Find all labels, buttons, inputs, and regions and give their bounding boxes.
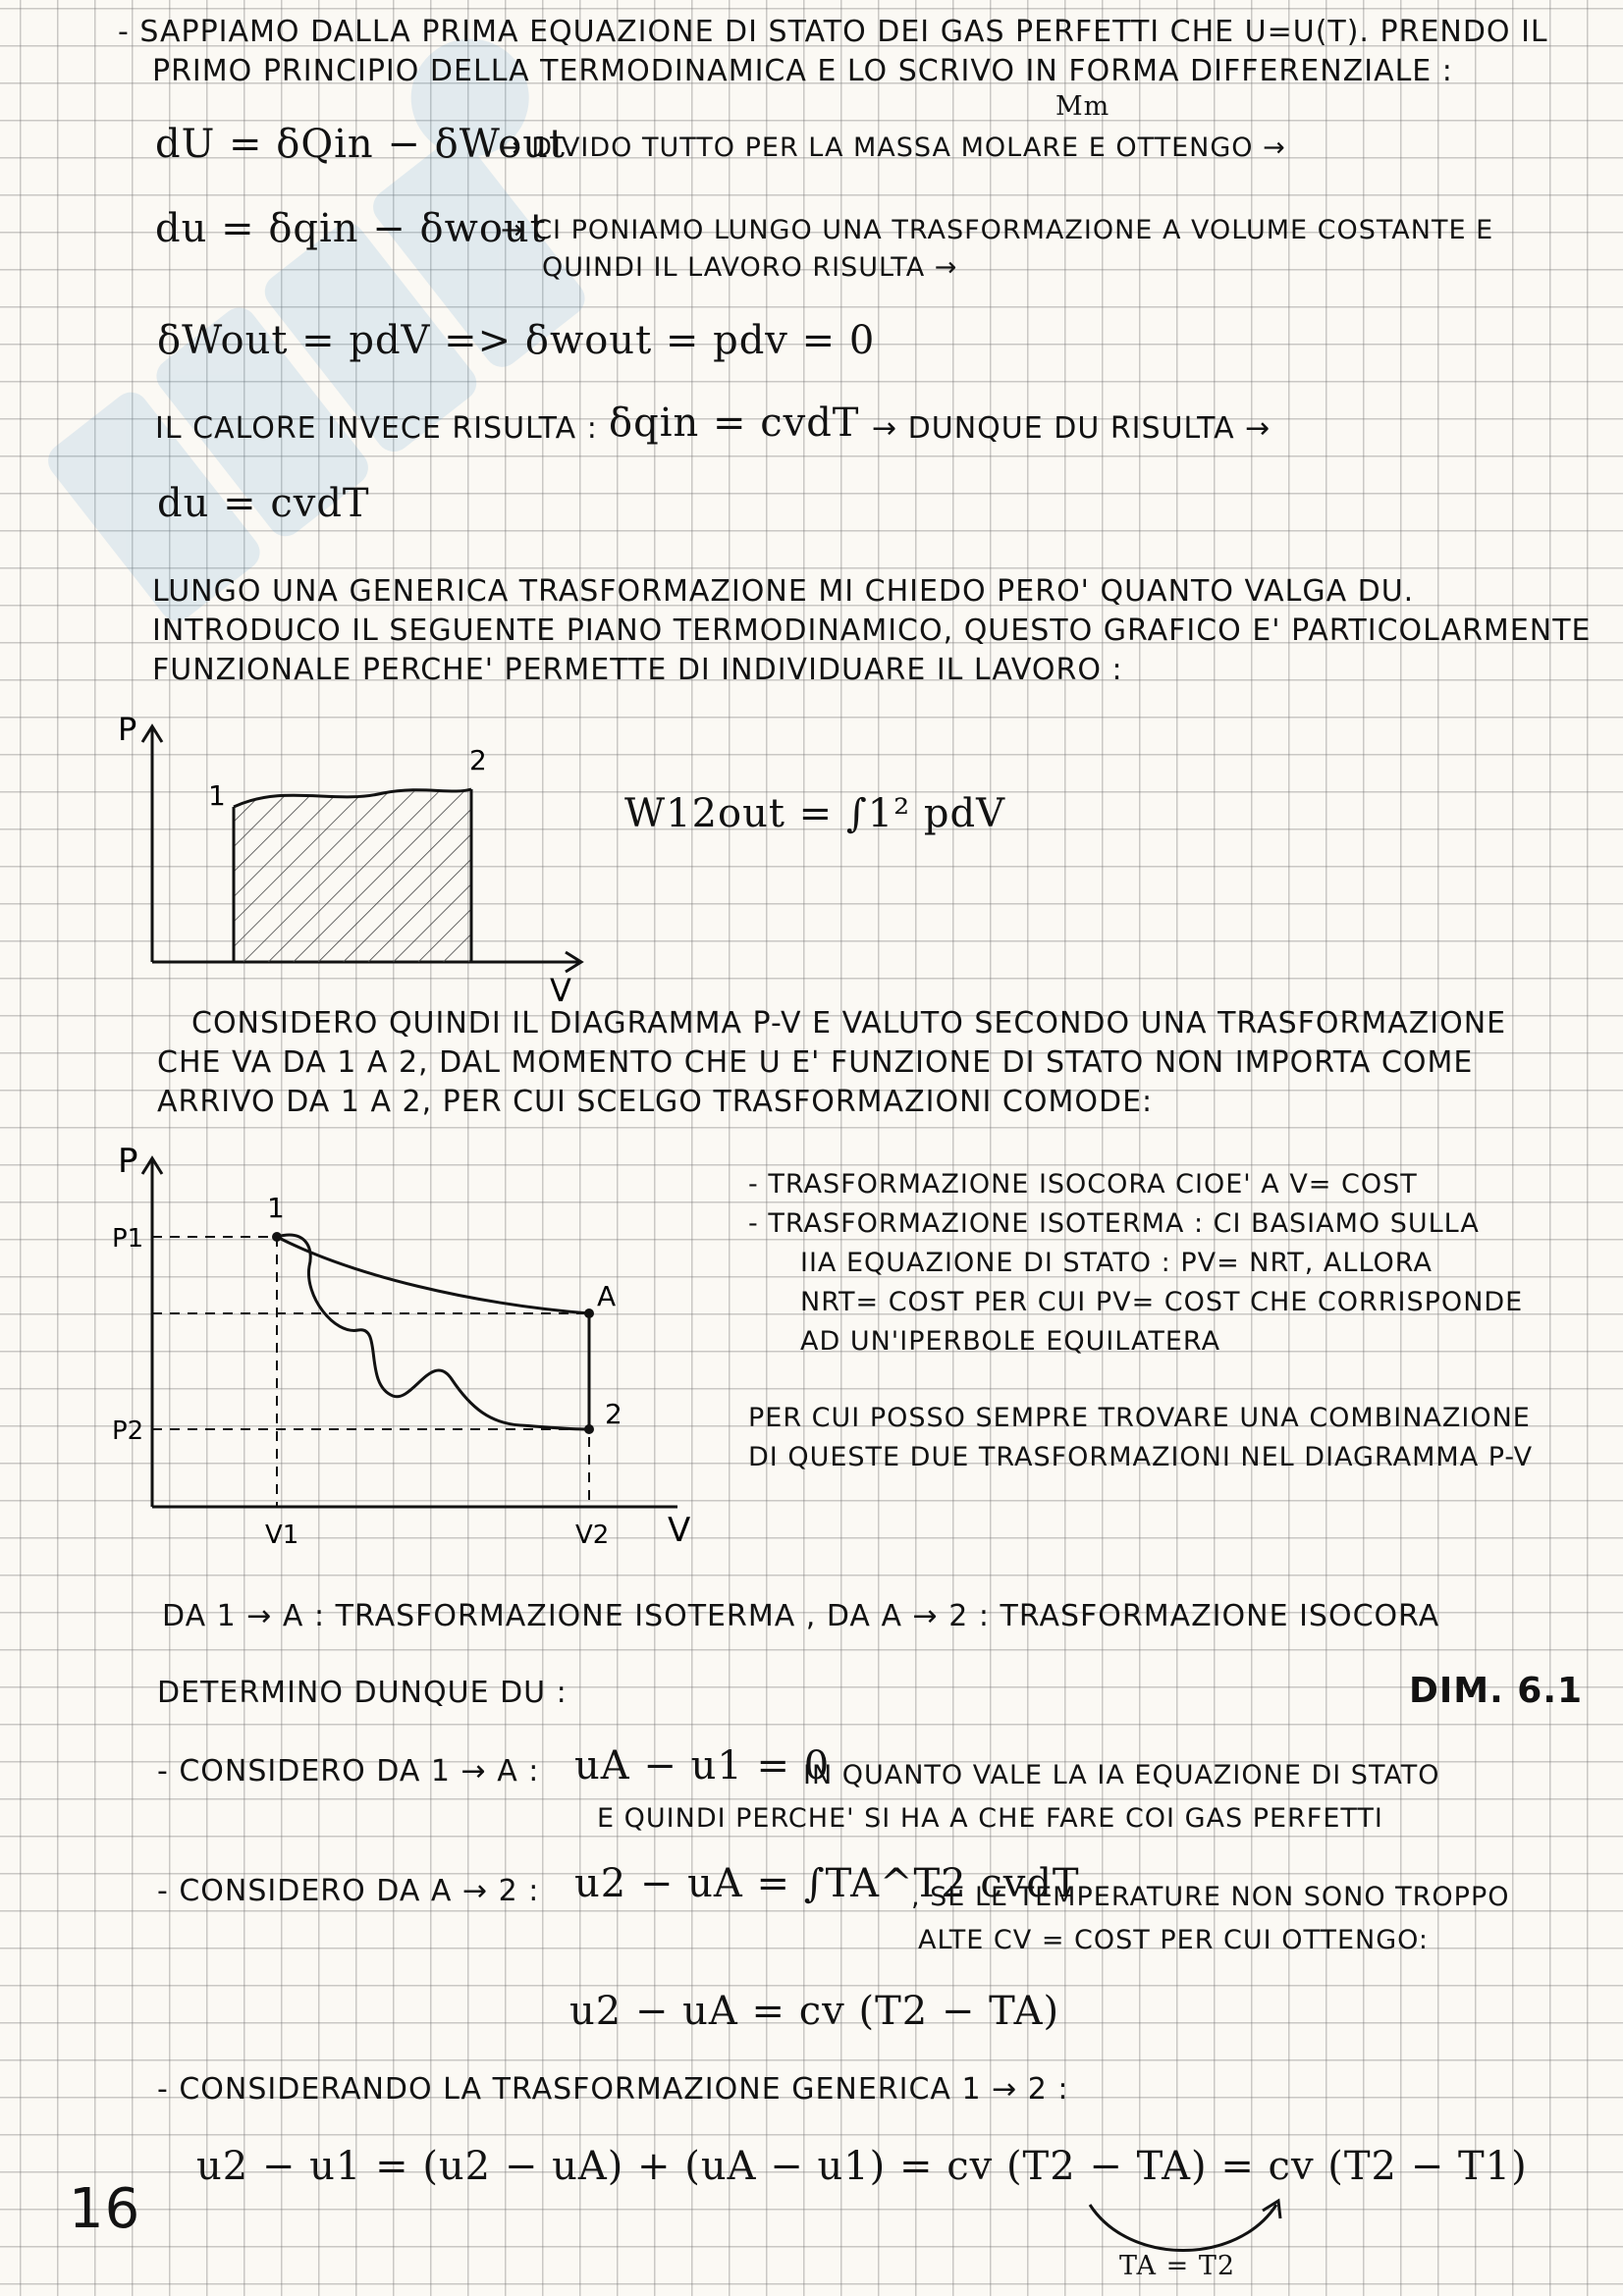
bullet-isoterma: - TRASFORMAZIONE ISOTERMA : CI BASIAMO SULLA <box>748 1208 1480 1239</box>
heat-line-result: → DUNQUE DU RISULTA → <box>872 411 1271 446</box>
determine-du: DETERMINO DUNQUE DU : <box>157 1676 568 1710</box>
equation-du-cv: du = cvdT <box>157 481 370 526</box>
paragraph-line-1: LUNGO UNA GENERICA TRASFORMAZIONE MI CHIEDO PERO' QUANTO VALGA DU. <box>152 574 1415 609</box>
paragraph2-line-1: CONSIDERO QUINDI IL DIAGRAMMA P-V E VALUTO SECONDO UNA TRASFORMAZIONE <box>191 1006 1507 1041</box>
case-2-note: , SE LE TEMPERATURE NON SONO TROPPO <box>911 1882 1510 1912</box>
graph1-x-axis-label: V <box>550 972 571 1009</box>
case-2-equation: u2 − uA = ∫TA^T2 cvdT <box>574 1861 1080 1906</box>
case-3-label: - CONSIDERANDO LA TRASFORMAZIONE GENERICA 1 → 2 : <box>157 2072 1069 2107</box>
paragraph-line-3: FUNZIONALE PERCHE' PERMETTE DI INDIVIDUARE IL LAVORO : <box>152 653 1123 687</box>
paragraph-line-2: INTRODUCO IL SEGUENTE PIANO TERMODINAMICO, QUESTO GRAFICO E' PARTICOLARMENTE <box>152 614 1592 648</box>
paragraph2-line-3: ARRIVO DA 1 A 2, PER CUI SCELGO TRASFORMAZIONI COMODE: <box>157 1085 1154 1119</box>
case-2-note-2: ALTE CV = COST PER CUI OTTENGO: <box>918 1925 1430 1955</box>
graph1-point-1: 1 <box>208 779 226 812</box>
graph2-v1-label: V1 <box>265 1521 299 1550</box>
equation-dU-note: → DIVIDO TUTTO PER LA MASSA MOLARE E OTTENGO → <box>499 133 1286 163</box>
case-1-note: IN QUANTO VALE LA IA EQUAZIONE DI STATO <box>803 1760 1440 1790</box>
intro-line-1: - SAPPIAMO DALLA PRIMA EQUAZIONE DI STATO DEI GAS PERFETTI CHE U=U(T). PRENDO IL <box>118 15 1548 49</box>
graph1-y-axis-label: P <box>118 711 137 748</box>
bullet-isocora: - TRASFORMAZIONE ISOCORA CIOE' A V= COST <box>748 1169 1418 1200</box>
pv-diagram-transformations <box>98 1139 727 1571</box>
graph2-v2-label: V2 <box>575 1521 610 1550</box>
combination-line-2: DI QUESTE DUE TRASFORMAZIONI NEL DIAGRAMMA P-V <box>748 1442 1534 1472</box>
intro-line-2: PRIMO PRINCIPIO DELLA TERMODINAMICA E LO SCRIVO IN FORMA DIFFERENZIALE : <box>152 54 1453 88</box>
case-1-label: - CONSIDERO DA 1 → A : <box>157 1754 540 1789</box>
transformation-summary: DA 1 → A : TRASFORMAZIONE ISOTERMA , DA A → 2 : TRASFORMAZIONE ISOCORA <box>162 1599 1440 1633</box>
equation-du: du = δqin − δwout <box>155 206 547 251</box>
paragraph2-line-2: CHE VA DA 1 A 2, DAL MOMENTO CHE U E' FUNZIONE DI STATO NON IMPORTA COME <box>157 1045 1474 1080</box>
equation-dU: dU = δQin − δWout <box>155 122 567 167</box>
dimostrazione-label: DIM. 6.1 <box>1409 1671 1584 1711</box>
graph2-p1-label: P1 <box>112 1224 144 1254</box>
equation-du-note: → CI PONIAMO LUNGO UNA TRASFORMAZIONE A VOLUME COSTANTE E <box>501 215 1494 245</box>
heat-line-label: IL CALORE INVECE RISULTA : <box>155 411 598 446</box>
page-number: 16 <box>69 2177 141 2241</box>
graph2-y-axis-label: P <box>118 1142 138 1181</box>
work-integral: W12out = ∫1² pdV <box>624 791 1006 836</box>
graph2-point-A: A <box>597 1280 617 1312</box>
heat-equation: δqin = cvdT <box>609 400 860 446</box>
graph1-point-2: 2 <box>469 744 487 776</box>
molar-mass-label: Mm <box>1055 91 1110 122</box>
graph2-point-2: 2 <box>605 1398 622 1430</box>
pv-diagram-work <box>98 707 609 1009</box>
combination-line-1: PER CUI POSSO SEMPRE TROVARE UNA COMBINAZIONE <box>748 1403 1531 1433</box>
bullet-isoterma-2: IIA EQUAZIONE DI STATO : PV= NRT, ALLORA <box>800 1248 1433 1278</box>
ta-equals-t2: TA = T2 <box>1119 2251 1236 2281</box>
equation-work: δWout = pdV => δwout = pdv = 0 <box>157 318 876 363</box>
equation-du-note-2: QUINDI IL LAVORO RISULTA → <box>542 252 958 283</box>
case-2-result: u2 − uA = cv (T2 − TA) <box>569 1989 1060 2034</box>
case-1-equation: uA − u1 = 0 <box>574 1743 831 1789</box>
case-1-note-2: E QUINDI PERCHE' SI HA A CHE FARE COI GAS PERFETTI <box>597 1803 1383 1834</box>
graph2-point-1: 1 <box>267 1192 285 1224</box>
bullet-isoterma-3: NRT= COST PER CUI PV= COST CHE CORRISPONDE <box>800 1287 1524 1317</box>
bullet-isoterma-4: AD UN'IPERBOLE EQUILATERA <box>800 1326 1221 1357</box>
case-2-label: - CONSIDERO DA A → 2 : <box>157 1874 540 1908</box>
graph2-x-axis-label: V <box>668 1511 691 1550</box>
final-equation: u2 − u1 = (u2 − uA) + (uA − u1) = cv (T2 − TA) = cv (T2 − T1) <box>196 2144 1528 2189</box>
graph2-p2-label: P2 <box>112 1416 144 1446</box>
